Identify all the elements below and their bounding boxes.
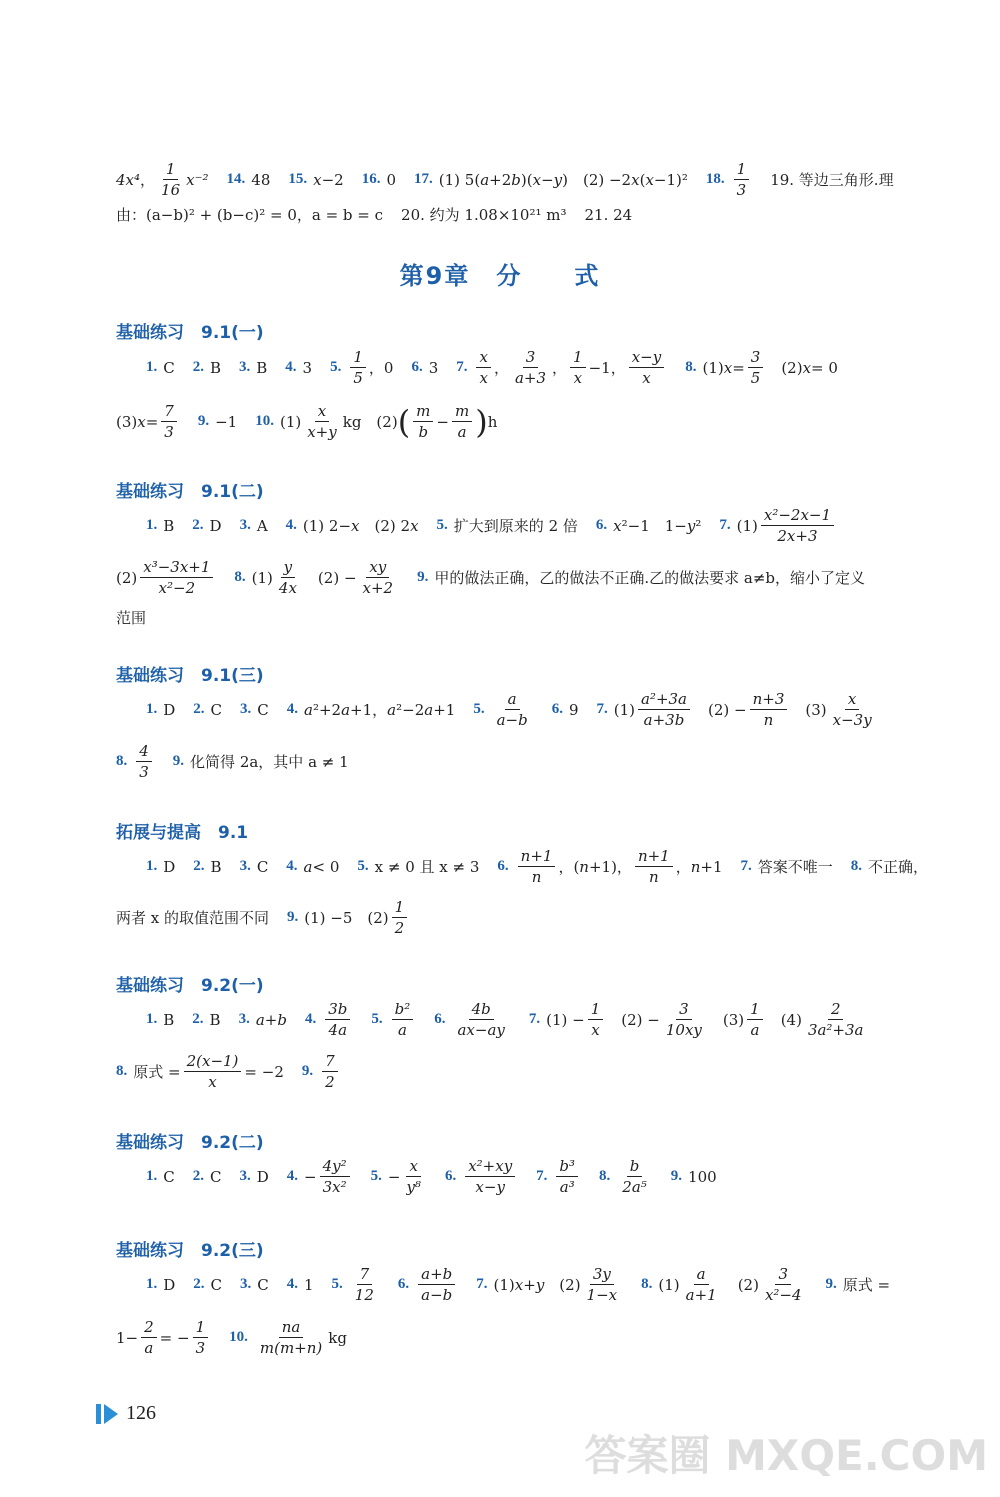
section-heading: 基础练习 9.2(一) [116,976,264,996]
answer-line: 1. C 2. B 3. B 4. 3 5. $\frac{1}{5}$ ，0 6. 3 7. $\frac{x}{x}$ ， $\frac{3}{a+3}$ ， $\frac{1}{x}$ −1， $\frac{x-y}{x}$ 8. (1) x = $\frac{3}{5}$ (2) x = 0 [146,348,838,387]
answer-9-text: 原式 = [842,1276,891,1294]
answer-line: 1− $\frac{2}{a}$ = − $\frac{1}{3}$ 10. $\frac{na}{m(m+n)}$ kg [116,1318,347,1357]
answer-19-reason: 由：(a−b)² + (b−c)² = 0，a = b = c [116,206,384,224]
answer-5-text: x ≠ 0 且 x ≠ 3 [374,858,480,876]
answer-line: (2) $\frac{\text{x³−3x+1}}{\text{x²−2}}$ 8. (1) $\frac{y}{4x}$ (2) − $\frac{xy}{x+2}$ 9. 甲的做法正确，乙的做法不正确.乙的做法要求 a≠b，缩小了定义 [116,558,865,597]
answer-line: 8. $\frac{4}{3}$ 9. 化简得 2a，其中 a ≠ 1 [116,742,349,781]
section-heading: 拓展与提高 9.1 [116,823,249,843]
answer-9-text: 甲的做法正确，乙的做法不正确.乙的做法要求 a≠b，缩小了定义 [434,569,865,587]
page-number: 126 [126,1402,156,1424]
answer-line: 8. 原式 = $\frac{2(x-1)}{x}$ = −2 9. $\frac{7}{2}$ [116,1052,341,1091]
section-heading: 基础练习 9.2(二) [116,1133,264,1153]
answer-line-top-2 [116,204,632,225]
answer-line: 1. D 2. C 3. C 4. 1 5. $\frac{7}{12}$ 6. $\frac{a+b}{a-b}$ 7. (1) x + y (2) $\frac{3y}{1-x}$ 8. (1) $\frac{a}{a+1}$ (2) $\frac{3}{\text{x²−4}}$ 9. 原式 = [146,1265,891,1304]
section-heading: 基础练习 9.2(三) [116,1241,264,1261]
chapter-title: 第9章 分 式 [399,262,601,290]
section-heading: 基础练习 9.1(一) [116,323,264,343]
answer-8-text: 原式 = [133,1063,181,1081]
answer-line: 1. B 2. D 3. A 4. (1) 2− x (2) 2 x 5. 扩大到原来的 2 倍 6. x ²−1 1− y ² 7. (1) $\frac{\text{x²−2x−1}}{2x+3}$ [146,506,837,545]
answer-9-text-cont: 范围 [116,609,147,627]
answer-5-text: 扩大到原来的 2 倍 [453,517,578,535]
answer-21: 21. 24 [584,205,633,224]
answer-7-text: 答案不唯一 [757,858,833,876]
section-heading: 基础练习 9.1(三) [116,666,264,686]
section-heading: 基础练习 9.1(二) [116,482,264,502]
watermark: 答案圈 MXQE.COM [584,1431,988,1480]
answer-20: 20. 约为 1.08×10²¹ m³ [401,206,567,224]
answer-line: 1. C 2. C 3. D 4. − $\frac{\text{4y²}}{\text{3x²}}$ 5. − $\frac{x}{\text{y⁸}}$ 6. $\frac{\text{x²+xy}}{x-y}$ 7. $\frac{\text{b³}}{\text{a³}}$ 8. $\frac{b}{\text{2a⁵}}$ 9. 100 [146,1157,717,1196]
answer-9-text: 化简得 2a，其中 a ≠ 1 [190,753,349,771]
play-arrow-icon [104,1404,118,1424]
answer-line: 1. D 2. C 3. C 4. a ²+2 a +1， a ²−2 a +1 5. $\frac{a}{a-b}$ 6. 9 7. (1) $\frac{\text{a²+3a}}{a+3b}$ (2) − $\frac{n+3}{n}$ (3) $\frac{x}{x-3y}$ [146,690,872,729]
answer-19-text: 19. 等边三角形.理 [770,171,894,189]
page-footer [96,1402,156,1425]
answer-line-top-1: 4x⁴ ， $\frac{1}{16}$ x⁻² 14. 48 15. x −2 16. 0 17. (1) 5( a +2 b )( x − y ) (2) −2 x ( x −1)² 18. $\frac{1}{3}$ 19. 等边三角形.理 [116,160,894,199]
footer-bar-icon [96,1404,101,1424]
answer-8-text: 不正确， [868,858,929,876]
answer-line: 1. B 2. B 3. a + b 4. $\frac{3b}{4a}$ 5. $\frac{\text{b²}}{a}$ 6. $\frac{4b}{ax-ay}$ 7. (1) − $\frac{1}{x}$ (2) − $\frac{3}{10xy}$ (3) $\frac{1}{a}$ (4) $\frac{2}{\text{3a²+3a}}$ [146,1000,864,1039]
answer-line [116,607,146,628]
answer-line: 1. D 2. B 3. C 4. a < 0 5. x ≠ 0 且 x ≠ 3 6. $\frac{n+1}{n}$ ，( n +1)， $\frac{n+1}{n}$ ， n +1 7. 答案不唯一 8. 不正确， [146,847,929,886]
answer-line: (3) x = $\frac{7}{3}$ 9. −1 10. (1) $\frac{x}{x+y}$ kg (2) ( $\frac{m}{b}$ − $\frac{m}{a}$ ) h [116,402,498,441]
answer-8-text-cont: 两者 x 的取值范围不同 [116,909,269,927]
answer-line: 两者 x 的取值范围不同 9. (1) −5 (2) $\frac{1}{2}$ [116,898,410,937]
